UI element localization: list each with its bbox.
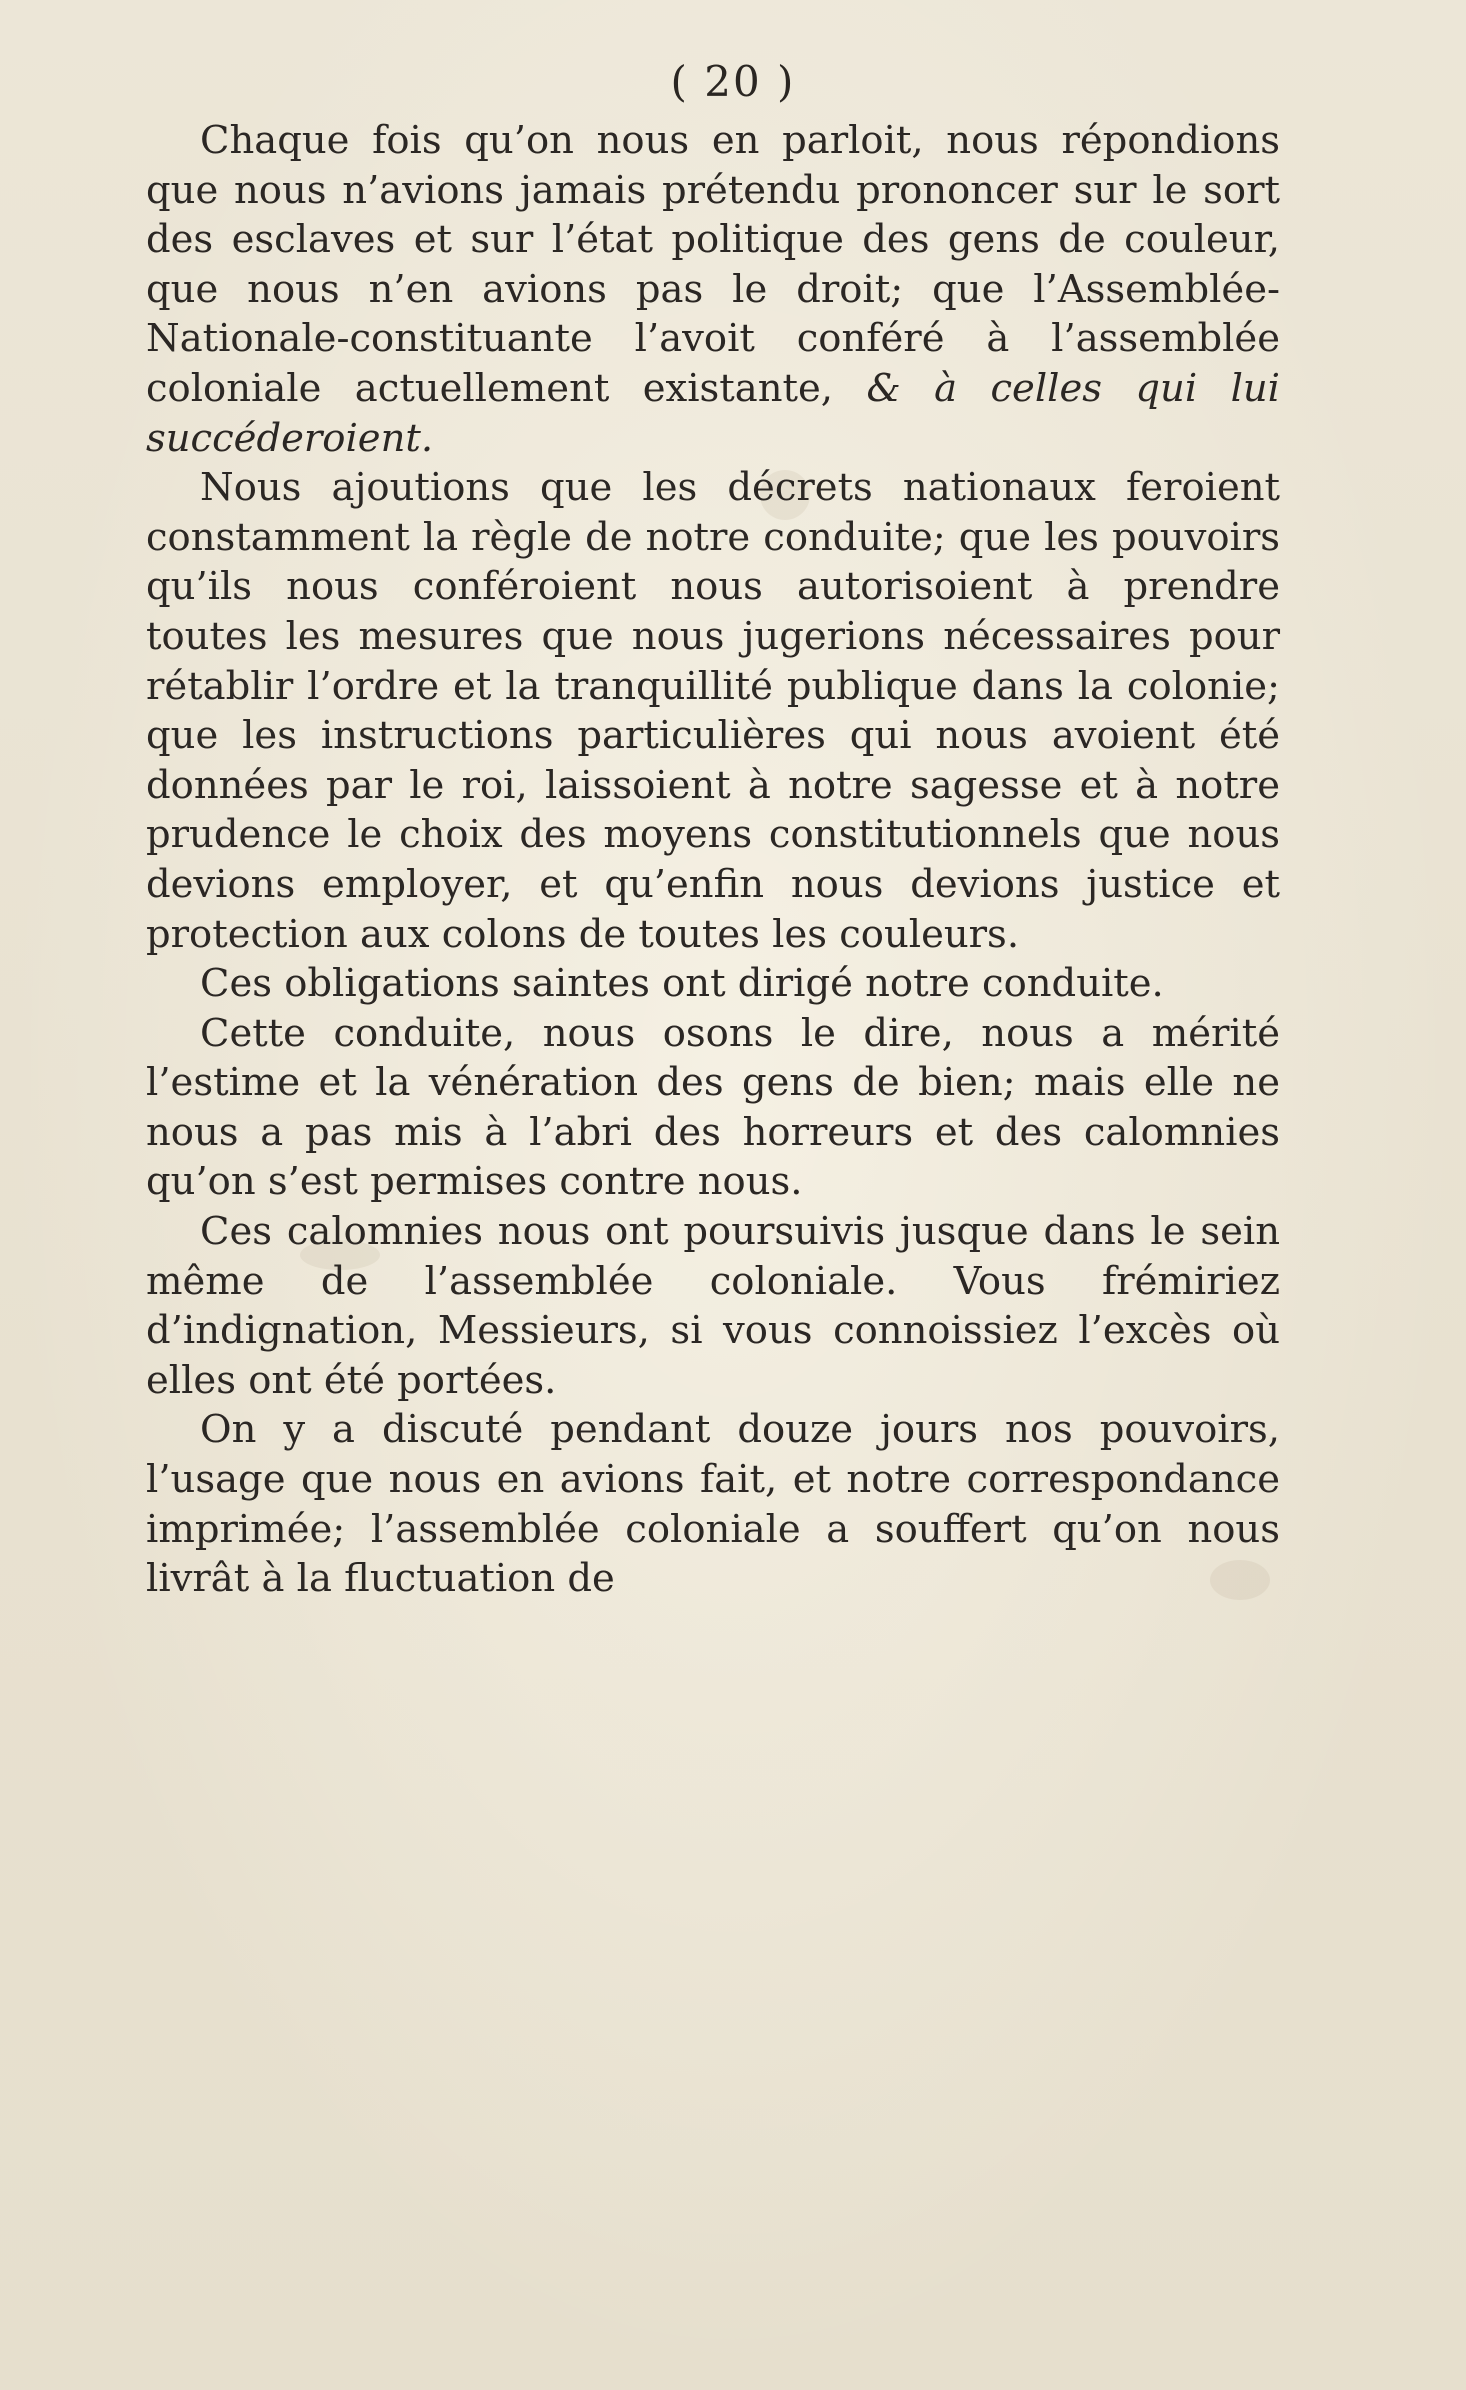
paragraph-3 [146, 959, 1280, 1009]
paragraph-1-text: Chaque fois qu’on nous en parloit, nous répondions que nous n’avions jamais prétendu prononcer sur le sort des esclaves et sur l’état politique des gens de couleur, que nous n’en avions pas le droit; que l’Assemblée-Nationale-constituante l’avoit conféré à l’assemblée coloniale actuellement existante, [146, 118, 1280, 411]
body-text [146, 116, 1280, 1604]
paragraph-6 [146, 1405, 1280, 1603]
paragraph-3-text: Ces obligations saintes ont dirigé notre conduite. [200, 961, 1164, 1007]
paragraph-2-text: Nous ajoutions que les décrets nationaux feroient constamment la règle de notre conduite; que les pouvoirs qu’ils nous conféroient nous autorisoient à prendre toutes les mesures que nous jugerions nécessaires pour rétablir l’ordre et la tranquillité publique dans la colonie; que les instructions particulières qui nous avoient été données par le roi, laissoient à notre sagesse et à notre prudence le choix des moyens constitutionnels que nous devions employer, et qu’enfin nous devions justice et protection aux colons de toutes les couleurs. [146, 465, 1280, 957]
page-number: ( 20 ) [670, 57, 796, 106]
paragraph-2 [146, 463, 1280, 959]
paragraph-4-text: Cette conduite, nous osons le dire, nous a mérité l’estime et la vénération des gens de bien; mais elle ne nous a pas mis à l’abri des horreurs et des calomnies qu’on s’est permises contre nous. [146, 1010, 1280, 1205]
paragraph-1-italic: & à celles qui lui succéderoient. [146, 365, 1280, 461]
paragraph-4 [146, 1009, 1280, 1207]
paragraph-5-text: Ces calomnies nous ont poursuivis jusque dans le sein même de l’assemblée coloniale. Vous frémiriez d’indignation, Messieurs, si vous connoissiez l’excès où elles ont été portées. [146, 1209, 1280, 1403]
paragraph-1 [146, 116, 1280, 463]
paragraph-5 [146, 1207, 1280, 1405]
paragraph-6-text: On y a discuté pendant douze jours nos pouvoirs, l’usage que nous en avions fait, et notre correspondance imprimée; l’assemblée coloniale a souffert qu’on nous livrât à la fluctuation de [146, 1407, 1280, 1602]
